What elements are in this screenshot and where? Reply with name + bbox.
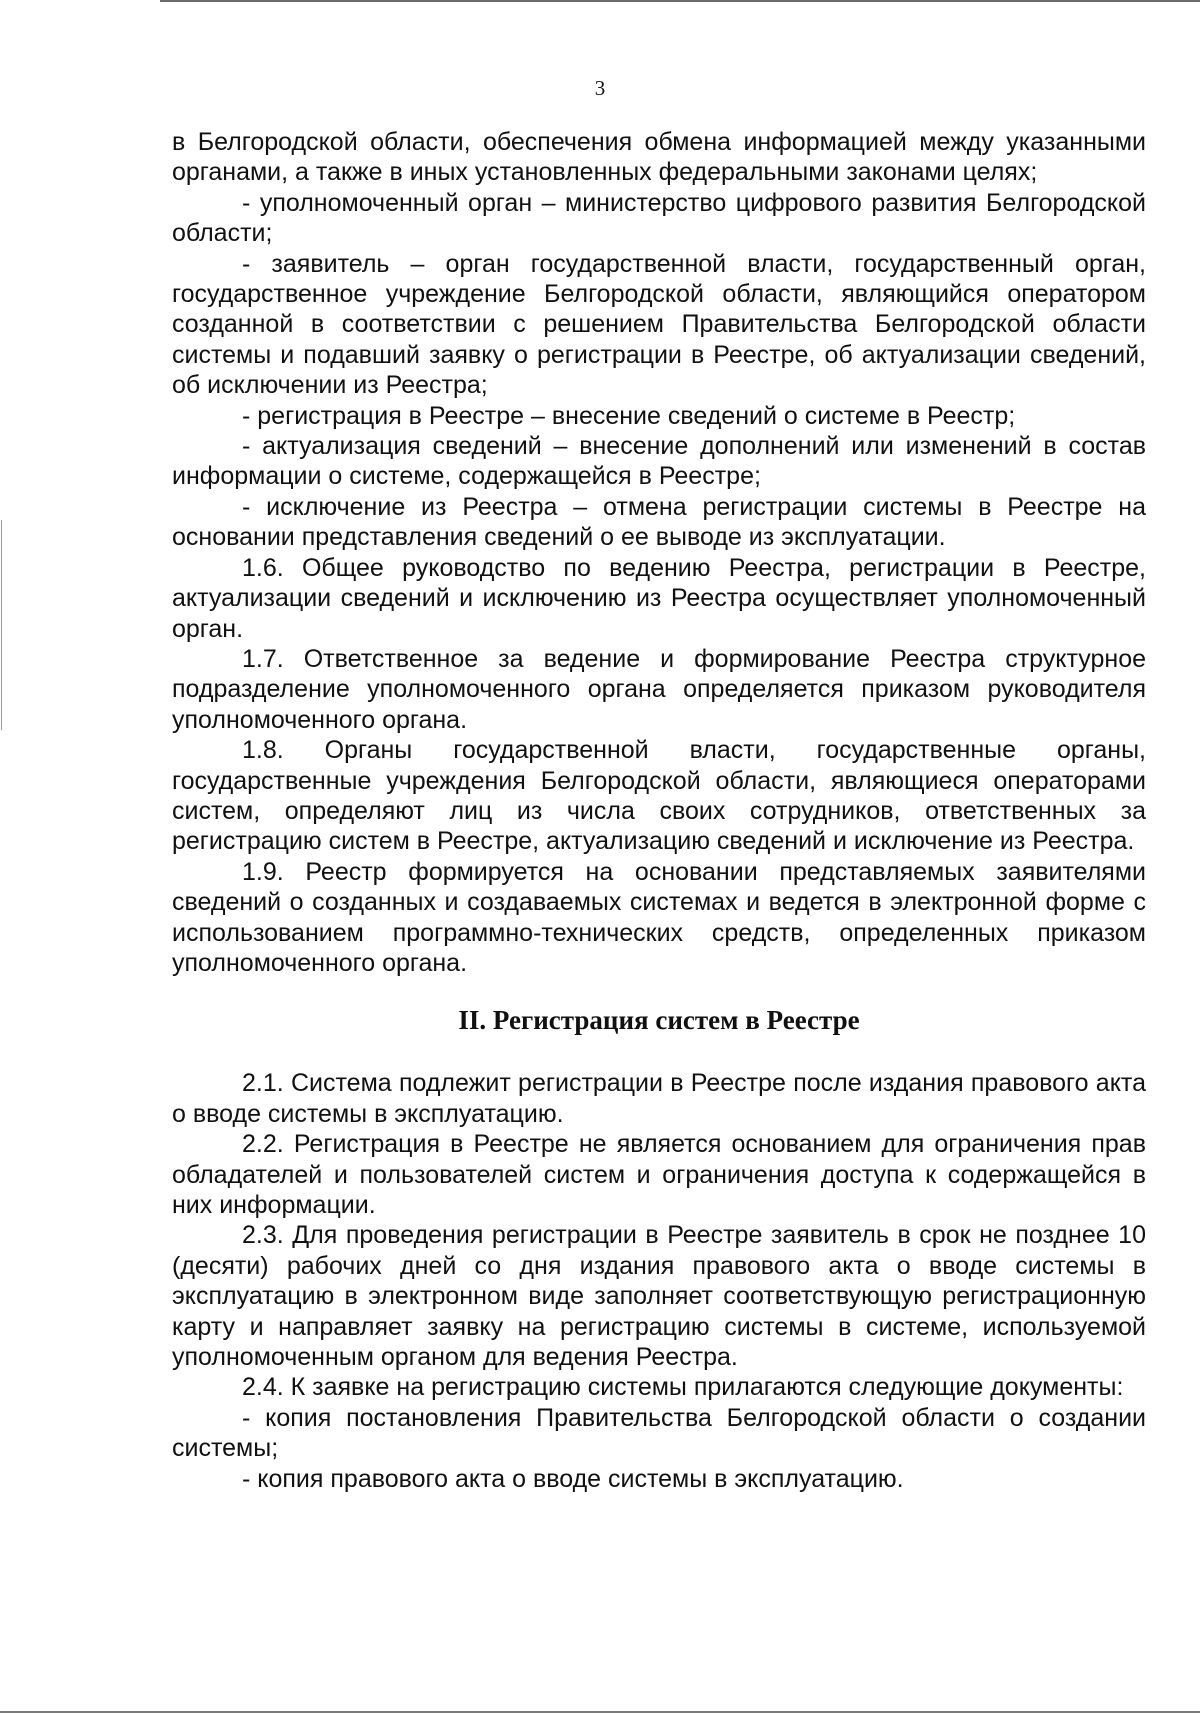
clause-1-6: 1.6. Общее руководство по ведению Реестра, регистрации в Реестре, актуализации сведений и исключению из Реестра осуществляет уполномоченный орган. bbox=[172, 553, 1146, 643]
document-body bbox=[172, 127, 1146, 1494]
scan-edge-bottom bbox=[0, 1711, 1200, 1713]
scan-edge-left bbox=[1, 520, 2, 730]
clause-1-9: 1.9. Реестр формируется на основании представляемых заявителями сведений о созданных и создаваемых системах и ведется в электронной форме с использованием программно-технических средств, определенных приказом уполномоченного органа. bbox=[172, 857, 1146, 977]
paragraph-continuation: в Белгородской области, обеспечения обмена информацией между указанными органами, а также в иных установленных федеральными законами целях; bbox=[172, 128, 1146, 187]
clause-1-8: 1.8. Органы государственной власти, государственные органы, государственные учреждения Белгородской области, являющиеся операторами систем, определяют лиц из числа своих сотрудников, ответственных за регистрацию систем в Реестре, актуализацию сведений и исключение из Реестра. bbox=[172, 736, 1146, 856]
definition-applicant: - заявитель – орган государственной власти, государственный орган, государственное учреждение Белгородской области, являющийся оператором созданной в соответствии с решением Правительства Белгородской области системы и подавший заявку о регистрации в Реестре, об актуализации сведений, об исключении из Реестра; bbox=[172, 249, 1146, 400]
page-number: 3 bbox=[594, 76, 606, 100]
attachment-item: - копия постановления Правительства Белгородской области о создании системы; bbox=[172, 1403, 1146, 1463]
definition-registration: - регистрация в Реестре – внесение сведений о системе в Реестр; bbox=[242, 401, 1016, 430]
clause-1-7: 1.7. Ответственное за ведение и формирование Реестра структурное подразделение уполномоченного органа определяется приказом руководителя уполномоченного органа. bbox=[172, 644, 1146, 734]
clause-2-4: 2.4. К заявке на регистрацию системы прилагаются следующие документы: bbox=[242, 1373, 1124, 1402]
definition-actualization: - актуализация сведений – внесение дополнений или изменений в состав информации о системе, содержащейся в Реестре; bbox=[172, 432, 1146, 491]
attachment-item: - копия правового акта о вводе системы в эксплуатацию. bbox=[242, 1464, 904, 1493]
definition-authorized-body: - уполномоченный орган – министерство цифрового развития Белгородской области; bbox=[172, 188, 1146, 248]
clause-2-3: 2.3. Для проведения регистрации в Реестре заявитель в срок не позднее 10 (десяти) рабочих дней со дня издания правового акта о вводе системы в эксплуатацию в электронном виде заполняет соответствующую регистрационную карту и направляет заявку на регистрацию системы в системе, используемой уполномоченным органом для ведения Реестра. bbox=[172, 1221, 1146, 1372]
clause-2-1: 2.1. Система подлежит регистрации в Реестре после издания правового акта о вводе системы в эксплуатацию. bbox=[172, 1069, 1146, 1128]
clause-2-2: 2.2. Регистрация в Реестре не является основанием для ограничения прав обладателей и пользователей систем и ограничения доступа к содержащейся в них информации. bbox=[172, 1130, 1146, 1219]
definition-exclusion: - исключение из Реестра – отмена регистрации системы в Реестре на основании представления сведений о ее выводе из эксплуатации. bbox=[172, 492, 1146, 552]
scan-edge-top bbox=[160, 0, 1200, 2]
section-heading: II. Регистрация систем в Реестре bbox=[458, 1005, 860, 1036]
